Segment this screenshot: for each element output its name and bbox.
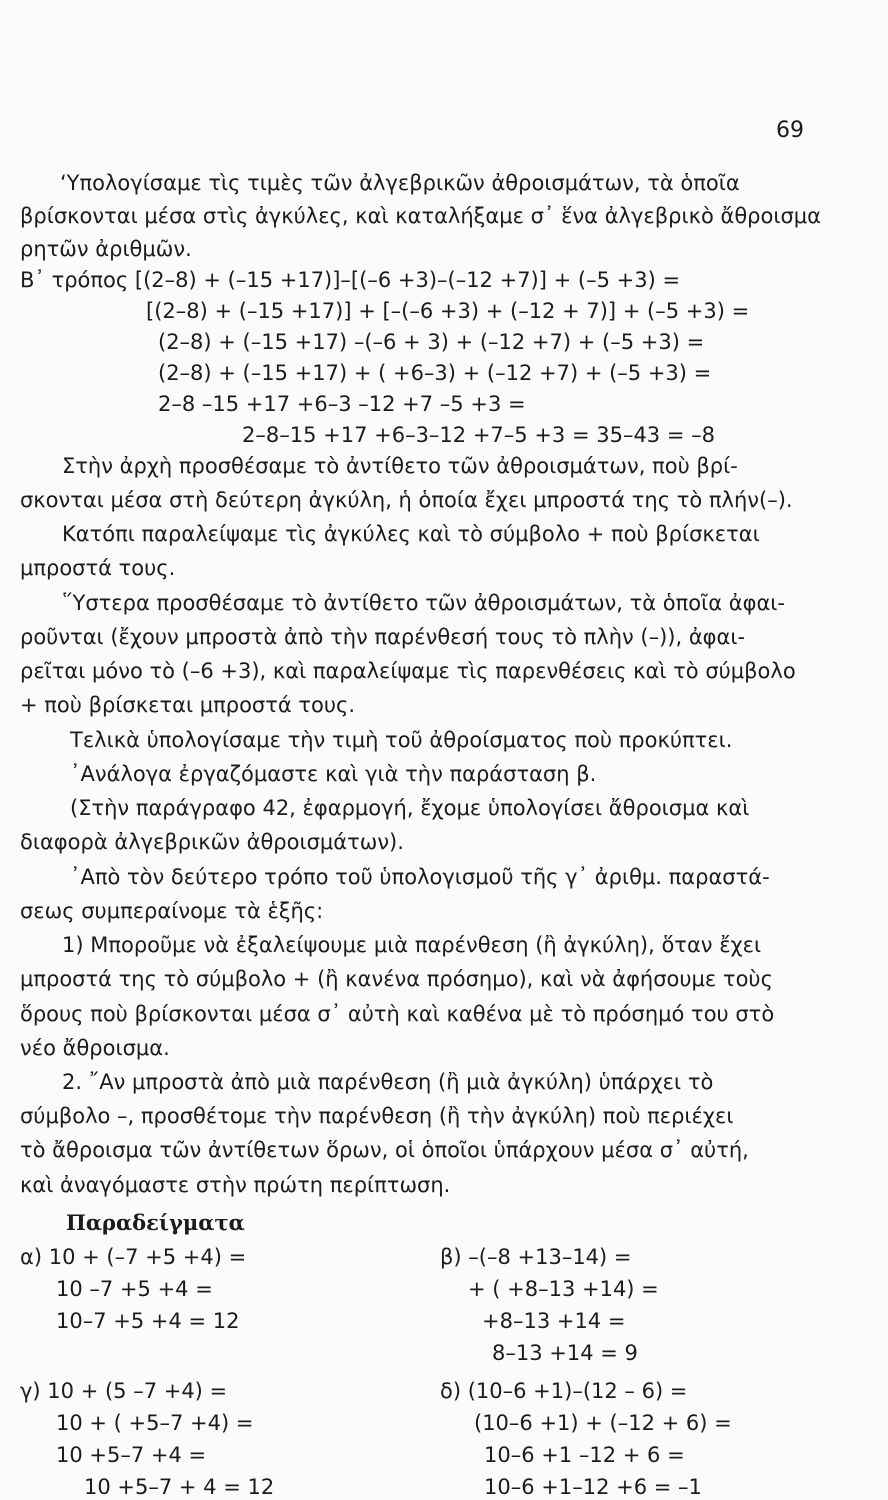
text-line: ᾽Ανάλογα ἐργαζόμαστε καὶ γιὰ τὴν παράσταση β.: [70, 762, 597, 786]
method-b-line: (2–8) + (–15 +17) –(–6 + 3) + (–12 +7) + (–5 +3) =: [158, 330, 705, 354]
example-d-line: δ) (10–6 +1)–(12 – 6) =: [440, 1379, 688, 1403]
example-b-line: β) –(–8 +13–14) =: [440, 1245, 632, 1269]
text-line: ὅρους ποὺ βρίσκονται μέσα σ᾽ αὐτὴ καὶ καθένα μὲ τὸ πρόσημό του στὸ: [20, 1002, 775, 1026]
text-line: Στὴν ἀρχὴ προσθέσαμε τὸ ἀντίθετο τῶν ἀθροισμάτων, ποὺ βρί-: [62, 454, 738, 478]
example-c-line: 10 + ( +5–7 +4) =: [56, 1411, 254, 1435]
intro-line: ρητῶν ἀριθμῶν.: [20, 237, 192, 261]
intro-line: ‘Υπολογίσαμε τὶς τιμὲς τῶν ἀλγεβρικῶν ἀθροισμάτων, τὰ ὁποῖα: [60, 171, 740, 195]
example-c-line: 10 +5–7 + 4 = 12: [84, 1475, 275, 1499]
text-line: μπροστά τους.: [20, 556, 176, 580]
example-a-line: 10 –7 +5 +4 =: [56, 1277, 213, 1301]
text-line: Κατόπι παραλείψαμε τὶς ἀγκύλες καὶ τὸ σύμβολο + ποὺ βρίσκεται: [62, 522, 760, 546]
example-b-line: + ( +8–13 +14) =: [468, 1277, 659, 1301]
example-b-line: 8–13 +14 = 9: [492, 1341, 638, 1365]
example-d-line: (10–6 +1) + (–12 + 6) =: [474, 1411, 732, 1435]
example-c-line: 10 +5–7 +4 =: [56, 1443, 207, 1467]
example-a-line: α) 10 + (–7 +5 +4) =: [20, 1245, 247, 1269]
text-line: (Στὴν παράγραφο 42, ἐφαρμογή, ἔχομε ὑπολογίσει ἄθροισμα καὶ: [70, 796, 750, 820]
example-d-line: 10–6 +1 –12 + 6 =: [484, 1443, 685, 1467]
text-line: 2. ῎Αν μπροστὰ ἀπὸ μιὰ παρένθεση (ἢ μιὰ ἀγκύλη) ὑπάρχει τὸ: [62, 1070, 714, 1094]
text-line: ρεῖται μόνο τὸ (–6 +3), καὶ παραλείψαμε τὶς παρενθέσεις καὶ τὸ σύμβολο: [20, 659, 796, 683]
text-line: καὶ ἀναγόμαστε στὴν πρώτη περίπτωση.: [20, 1173, 451, 1197]
method-b-line: [(2–8) + (–15 +17)] + [–(–6 +3) + (–12 + 7)] + (–5 +3) =: [146, 299, 750, 323]
text-line: σύμβολο –, προσθέτομε τὴν παρένθεση (ἢ τὴν ἀγκύλη) ποὺ περιέχει: [20, 1104, 734, 1128]
example-a-line: 10–7 +5 +4 = 12: [56, 1309, 240, 1333]
text-line: νέο ἄθροισμα.: [20, 1036, 170, 1060]
intro-line: βρίσκονται μέσα στὶς ἀγκύλες, καὶ καταλήξαμε σ᾽ ἕνα ἀλγεβρικὸ ἄθροισμα: [20, 204, 821, 228]
method-b-line: 2–8 –15 +17 +6–3 –12 +7 –5 +3 =: [158, 392, 526, 416]
example-c-line: γ) 10 + (5 –7 +4) =: [20, 1379, 228, 1403]
text-line: 1) Μποροῦμε νὰ ἐξαλείψουμε μιὰ παρένθεση (ἢ ἀγκύλη), ὅταν ἔχει: [62, 933, 762, 957]
method-b-result: 2–8–15 +17 +6–3–12 +7–5 +3 = 35–43 = –8: [242, 423, 715, 447]
text-line: ροῦνται (ἔχουν μπροστὰ ἀπὸ τὴν παρένθεσή τους τὸ πλὴν (–)), ἀφαι-: [20, 625, 746, 649]
text-line: μπροστά της τὸ σύμβολο + (ἢ κανένα πρόσημο), καὶ νὰ ἀφήσουμε τοὺς: [20, 967, 773, 991]
text-line: ῞Υστερα προσθέσαμε τὸ ἀντίθετο τῶν ἀθροισμάτων, τὰ ὁποῖα ἀφαι-: [62, 591, 785, 615]
method-b-line: (2–8) + (–15 +17) + ( +6–3) + (–12 +7) + (–5 +3) =: [158, 361, 712, 385]
text-line: διαφορὰ ἀλγεβρικῶν ἀθροισμάτων).: [20, 830, 404, 854]
text-line: ᾽Απὸ τὸν δεύτερο τρόπο τοῦ ὑπολογισμοῦ τῆς γ᾽ ἀριθμ. παραστά-: [70, 865, 770, 889]
text-line: σκονται μέσα στὴ δεύτερη ἀγκύλη, ἡ ὁποία ἔχει μπροστά της τὸ πλήν(–).: [20, 488, 793, 512]
method-b-line: Β᾽ τρόπος [(2–8) + (–15 +17)]–[(–6 +3)–(–12 +7)] + (–5 +3) =: [20, 268, 681, 292]
text-line: + ποὺ βρίσκεται μπροστά τους.: [20, 693, 356, 717]
examples-title: Παραδείγματα: [66, 1210, 245, 1235]
text-line: τὸ ἄθροισμα τῶν ἀντίθετων ὅρων, οἱ ὁποῖοι ὑπάρχουν μέσα σ᾽ αὐτή,: [20, 1138, 749, 1162]
page-number: 69: [776, 118, 804, 143]
example-d-line: 10–6 +1–12 +6 = –1: [484, 1475, 702, 1499]
text-line: Τελικὰ ὑπολογίσαμε τὴν τιμὴ τοῦ ἀθροίσματος ποὺ προκύπτει.: [70, 728, 733, 752]
text-line: σεως συμπεραίνομε τὰ ἑξῆς:: [20, 899, 324, 923]
example-b-line: +8–13 +14 =: [482, 1309, 626, 1333]
